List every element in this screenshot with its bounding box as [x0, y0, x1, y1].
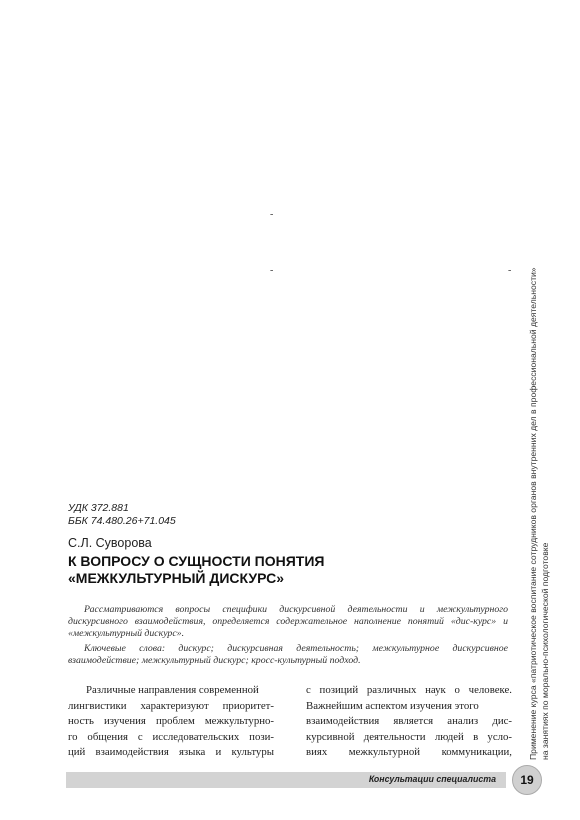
body-line: ций взаимодействия языка и культуры [68, 746, 274, 758]
page-number-badge: 19 [512, 765, 542, 795]
footer-bar [66, 772, 506, 788]
top-dash-mark: - [270, 265, 274, 276]
body-line: с позиций различных наук о человеке. [306, 684, 512, 696]
author-name: С.Л. Суворова [68, 536, 152, 550]
body-line: Важнейшим аспектом изучения этого [306, 699, 479, 712]
top-dash-mark: - [270, 209, 274, 220]
body-line: курсивной деятельности людей в усло- [306, 730, 512, 743]
body-line: лингвистики характеризуют приоритет- [68, 699, 274, 712]
running-header-vertical [528, 240, 558, 760]
abstract-text: Рассматриваются вопросы специфики дискурсивной деятельности и межкультурного дискурсивного взаимодействия, определяется содержательное наполнение понятий «дис-курс» и «межкультурный дискурс». [68, 604, 508, 640]
title-line-2: «МЕЖКУЛЬТУРНЫЙ ДИСКУРС» [68, 570, 284, 586]
abstract-block [68, 604, 508, 667]
body-line: виях межкультурной коммуникации, [306, 746, 512, 758]
classification-codes [68, 502, 176, 528]
running-header-line-1: Применение курса «патриотическое воспитание сотрудников органов внутренних дел в профессиональной деятельности» [528, 267, 538, 760]
body-line: ность изучения проблем межкультурно- [68, 715, 274, 727]
article-title [68, 553, 508, 587]
section-label: Консультации специалиста [368, 774, 496, 784]
title-line-1: К ВОПРОСУ О СУЩНОСТИ ПОНЯТИЯ [68, 553, 325, 569]
udk-code: УДК 372.881 [68, 502, 129, 514]
body-column-left [68, 683, 274, 761]
body-line: Различные направления современной [86, 684, 259, 696]
running-header-line-2: на занятиях по морально-психологической подготовке [540, 542, 550, 760]
bbk-code: ББК 74.480.26+71.045 [68, 515, 176, 527]
top-dash-mark: - [508, 265, 512, 276]
keywords-text: Ключевые слова: дискурс; дискурсивная деятельность; межкультурное дискурсивное взаимодействие; межкультурный дискурс; кросс-культурный подход. [68, 642, 508, 666]
body-line: взаимодействия является анализ дис- [306, 715, 512, 727]
body-column-right [306, 683, 512, 761]
body-line: го общения с исследовательских пози- [68, 730, 274, 743]
